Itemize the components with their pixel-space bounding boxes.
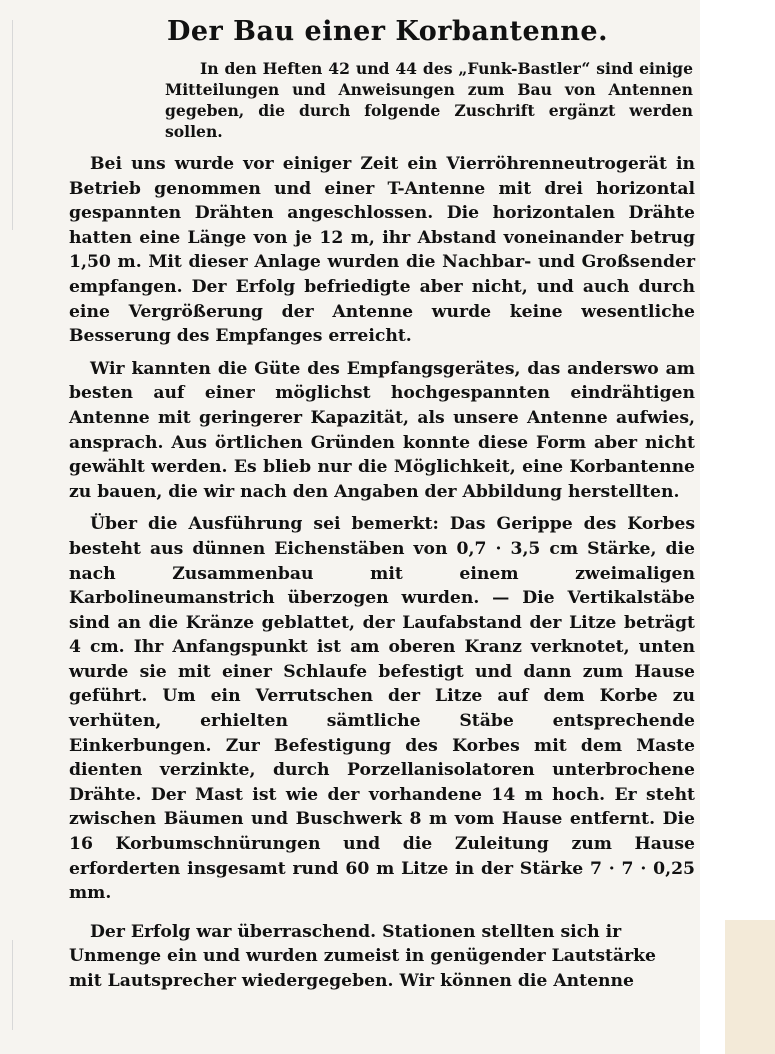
final-paragraph [69,920,695,994]
final-line: Unmenge ein und wurden zumeist in genügender Lautstärke [69,946,656,967]
page-margin [700,0,775,1054]
article-title: Der Bau einer Korbantenne. [166,16,609,47]
final-line: mit Lautsprecher wiedergegeben. Wir können die Antenne [69,971,634,991]
body-paragraph: Wir kannten die Güte des Empfangsgerätes, das anderswo am besten auf einer möglichst hochgespannten eindrähtigen Antenne mit geringerer Kapazität, als unsere Antenne aufwies, ansprach. Aus örtlichen Gründen konnte diese Form aber nicht gewählt werden. Es blieb nur die Möglichkeit, eine Korbantenne zu bauen, die wir nach den Angaben der Abbildung herstellten. [69,358,695,502]
article-intro [165,58,693,142]
paper-stain [725,920,775,1054]
scan-edge-line [12,20,13,230]
final-line: Der Erfolg war überraschend. Stationen stellten sich ir [90,921,622,942]
scan-edge-line [12,940,13,1030]
article-body [69,152,695,994]
body-paragraph: Über die Ausführung sei bemerkt: Das Gerippe des Korbes besteht aus dünnen Eichenstäben von 0,7 · 3,5 cm Stärke, die nach Zusammenbau mit einem zweimaligen Karbolineumanstrich überzogen wurden. — Die Vertikalstäbe sind an die Kränze geblattet, der Laufabstand der Litze beträgt 4 cm. Ihr Anfangspunkt ist am oberen Kranz verknotet, unten wurde sie mit einer Schlaufe befestigt und dann zum Hause geführt. Um ein Verrutschen der Litze auf dem Korbe zu verhüten, erhielten sämtliche Stäbe entsprechende Einkerbungen. Zur Befestigung des Korbes mit dem Maste dienten verzinkte, durch Porzellanisolatoren unterbrochene Drähte. Der Mast ist wie der vorhandene 14 m hoch. Er steht zwischen Bäumen und Buschwerk 8 m vom Hause entfernt. Die 16 Korbumschnürungen und die Zuleitung zum Hause erforderten insgesamt rund 60 m Litze in der Stärke 7 · 7 · 0,25 mm. [69,514,695,904]
body-paragraph: Bei uns wurde vor einiger Zeit ein Vierröhrenneutrogerät in Betrieb genommen und einer T-Antenne mit drei horizontal gespannten Drähten angeschlossen. Die horizontalen Drähte hatten eine Länge von je 12 m, ihr Abstand voneinander betrug 1,50 m. Mit dieser Anlage wurden die Nachbar- und Großsender empfangen. Der Erfolg befriedigte aber nicht, und auch durch eine Vergrößerung der Antenne wurde keine wesentliche Besserung des Empfanges erreicht. [69,154,695,347]
intro-paragraph: In den Heften 42 und 44 des „Funk-Bastler“ sind einige Mitteilungen und Anweisungen zum Bau von Antennen gegeben, die durch folgende Zuschrift ergänzt werden sollen. [165,59,693,141]
